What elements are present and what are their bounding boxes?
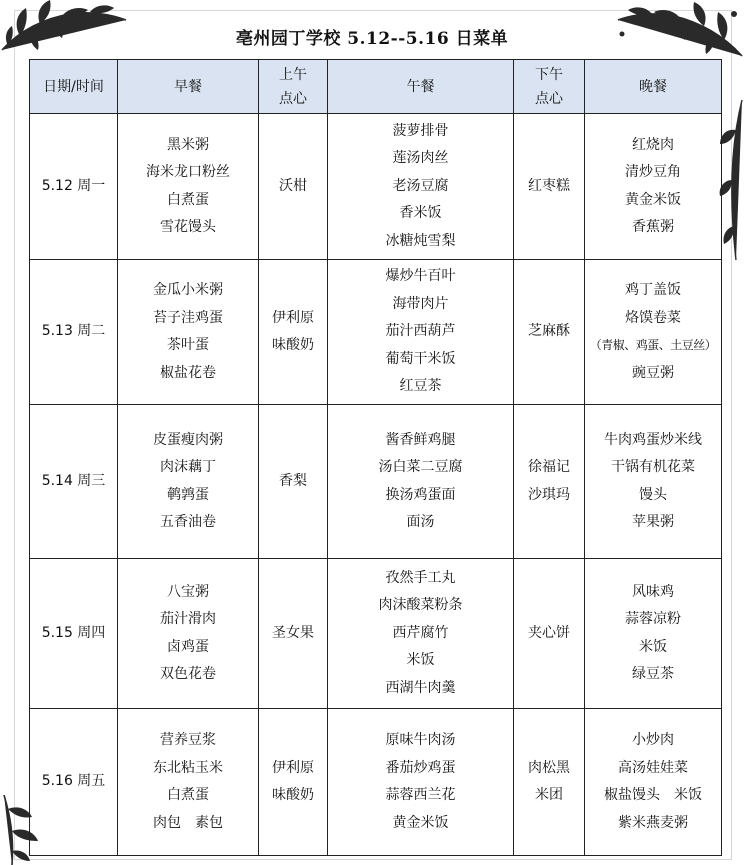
am-snack-cell: 沃柑 (259, 114, 328, 260)
dinner-cell: 红烧肉 清炒豆角 黄金米饭 香蕉粥 (585, 114, 722, 260)
date-cell: 5.14 周三 (30, 405, 118, 559)
header-am-snack: 上午 点心 (259, 60, 328, 114)
dinner-note: （青椒、鸡蛋、土豆丝） (589, 338, 717, 352)
dinner-cell: 小炒肉 高汤娃娃菜 椒盐馒头 米饭 紫米燕麦粥 (585, 709, 722, 856)
breakfast-cell: 八宝粥 茄汁滑肉 卤鸡蛋 双色花卷 (118, 559, 259, 709)
dinner-cell: 牛肉鸡蛋炒米线 干锅有机花菜 馒头 苹果粥 (585, 405, 722, 559)
dinner-cell: 鸡丁盖饭 烙馍卷菜 （青椒、鸡蛋、土豆丝） 豌豆粥 (585, 260, 722, 405)
header-date: 日期/时间 (30, 60, 118, 114)
date-cell: 5.13 周二 (30, 260, 118, 405)
pm-snack-cell: 徐福记 沙琪玛 (514, 405, 585, 559)
lunch-cell: 孜然手工丸 肉沫酸菜粉条 西芹腐竹 米饭 西湖牛肉羹 (328, 559, 514, 709)
am-snack-cell: 伊利原 味酸奶 (259, 260, 328, 405)
date-cell: 5.12 周一 (30, 114, 118, 260)
pm-snack-cell: 肉松黑 米团 (514, 709, 585, 856)
breakfast-cell: 营养豆浆 东北粘玉米 白煮蛋 肉包 素包 (118, 709, 259, 856)
table-row (30, 405, 722, 559)
am-snack-cell: 香梨 (259, 405, 328, 559)
pm-snack-cell: 红枣糕 (514, 114, 585, 260)
lunch-cell: 酱香鲜鸡腿 汤白菜二豆腐 换汤鸡蛋面 面汤 (328, 405, 514, 559)
header-dinner: 晚餐 (585, 60, 722, 114)
lunch-cell: 菠萝排骨 莲汤肉丝 老汤豆腐 香米饭 冰糖炖雪梨 (328, 114, 514, 260)
page-title: 亳州园丁学校 5.12--5.16 日菜单 (235, 29, 509, 49)
table-row (30, 114, 722, 260)
date-cell: 5.15 周四 (30, 559, 118, 709)
dinner-cell: 风味鸡 蒜蓉凉粉 米饭 绿豆茶 (585, 559, 722, 709)
breakfast-cell: 金瓜小米粥 苔子洼鸡蛋 茶叶蛋 椒盐花卷 (118, 260, 259, 405)
menu-table (29, 59, 722, 856)
am-snack-cell: 伊利原 味酸奶 (259, 709, 328, 856)
table-row (30, 260, 722, 405)
pm-snack-cell: 芝麻酥 (514, 260, 585, 405)
lunch-cell: 原味牛肉汤 番茄炒鸡蛋 蒜蓉西兰花 黄金米饭 (328, 709, 514, 856)
header-lunch: 午餐 (328, 60, 514, 114)
date-cell: 5.16 周五 (30, 709, 118, 856)
header-breakfast: 早餐 (118, 60, 259, 114)
breakfast-cell: 皮蛋瘦肉粥 肉沫藕丁 鹌鹑蛋 五香油卷 (118, 405, 259, 559)
am-snack-cell: 圣女果 (259, 559, 328, 709)
lunch-cell: 爆炒牛百叶 海带肉片 茄汁西葫芦 葡萄干米饭 红豆茶 (328, 260, 514, 405)
header-row (30, 60, 722, 114)
table-row (30, 559, 722, 709)
header-pm-snack: 下午 点心 (514, 60, 585, 114)
breakfast-cell: 黑米粥 海米龙口粉丝 白煮蛋 雪花馒头 (118, 114, 259, 260)
table-row (30, 709, 722, 856)
pm-snack-cell: 夹心饼 (514, 559, 585, 709)
